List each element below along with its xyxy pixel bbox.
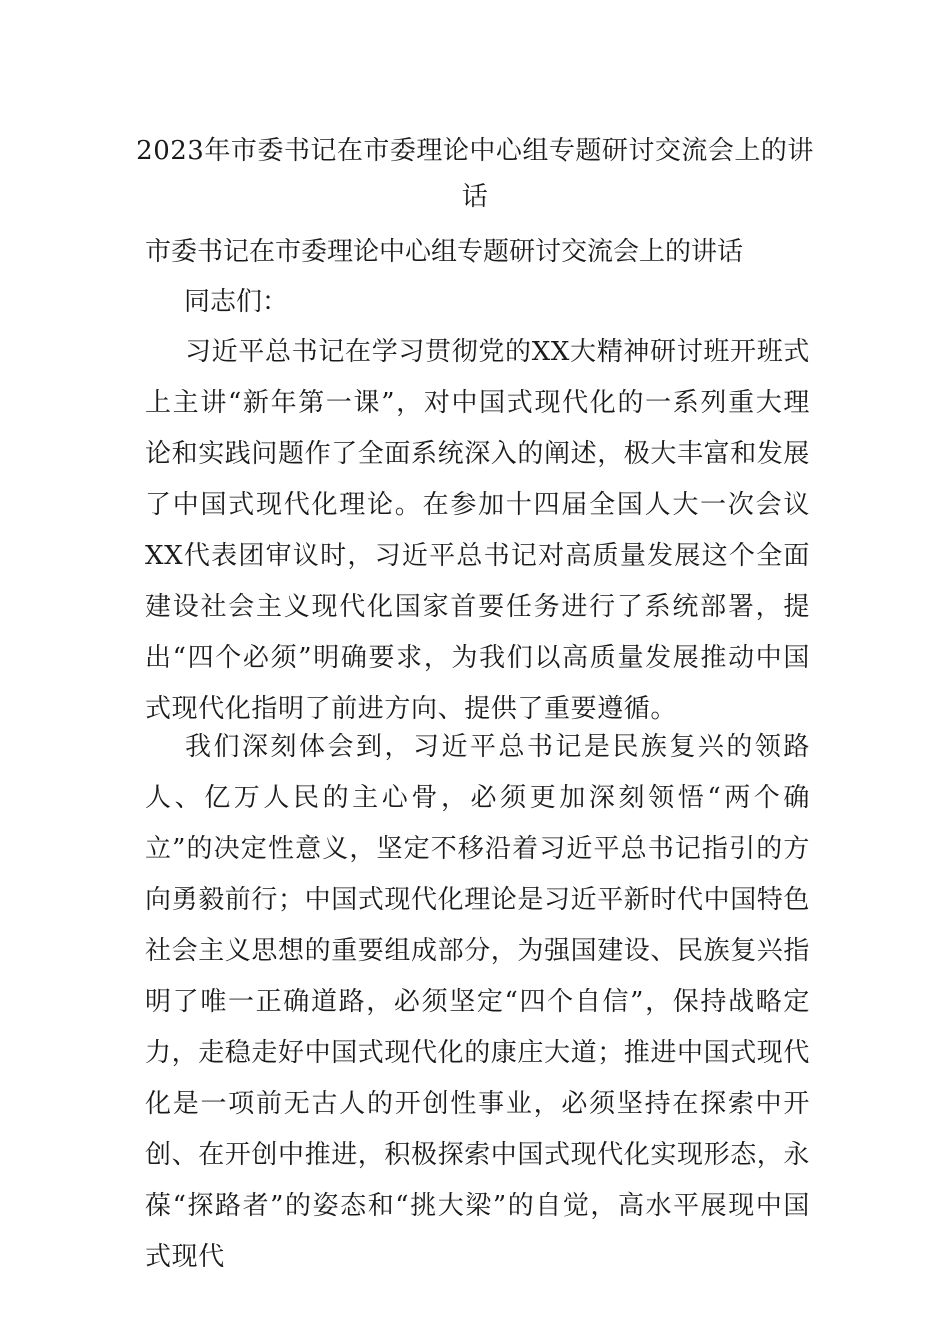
body-paragraph: 习近平总书记在学习贯彻党的XX大精神研讨班开班式上主讲“新年第一课”，对中国式现代化的一系列重大理论和实践问题作了全面系统深入的阐述，极大丰富和发展了中国式现代化理论。在参加十四届全国人大一次会议XX代表团审议时，习近平总书记对高质量发展这个全面建设社会主义现代化国家首要任务进行了系统部署，提出“四个必须”明确要求，为我们以高质量发展推动中国式现代化指明了前进方向、提供了重要遵循。 — [145, 337, 811, 724]
greeting: 同志们： — [184, 287, 289, 317]
document-title: 2023年市委书记在市委理论中心组专题研讨交流会上的讲话 — [136, 136, 814, 212]
document-subtitle: 市委书记在市委理论中心组专题研讨交流会上的讲话 — [145, 237, 744, 267]
body-paragraph: 我们深刻体会到，习近平总书记是民族复兴的领路人、亿万人民的主心骨，必须更加深刻领悟“两个确立”的决定性意义，坚定不移沿着习近平总书记指引的方向勇毅前行；中国式现代化理论是习近平新时代中国特色社会主义思想的重要组成部分，为强国建设、民族复兴指明了唯一正确道路，必须坚定“四个自信”，保持战略定力，走稳走好中国式现代化的康庄大道；推进中国式现代化是一项前无古人的开创性事业，必须坚持在探索中开创、在开创中推进，积极探索中国式现代化实现形态，永葆“探路者”的姿态和“挑大梁”的自觉，高水平展现中国式现代 — [145, 732, 811, 1272]
